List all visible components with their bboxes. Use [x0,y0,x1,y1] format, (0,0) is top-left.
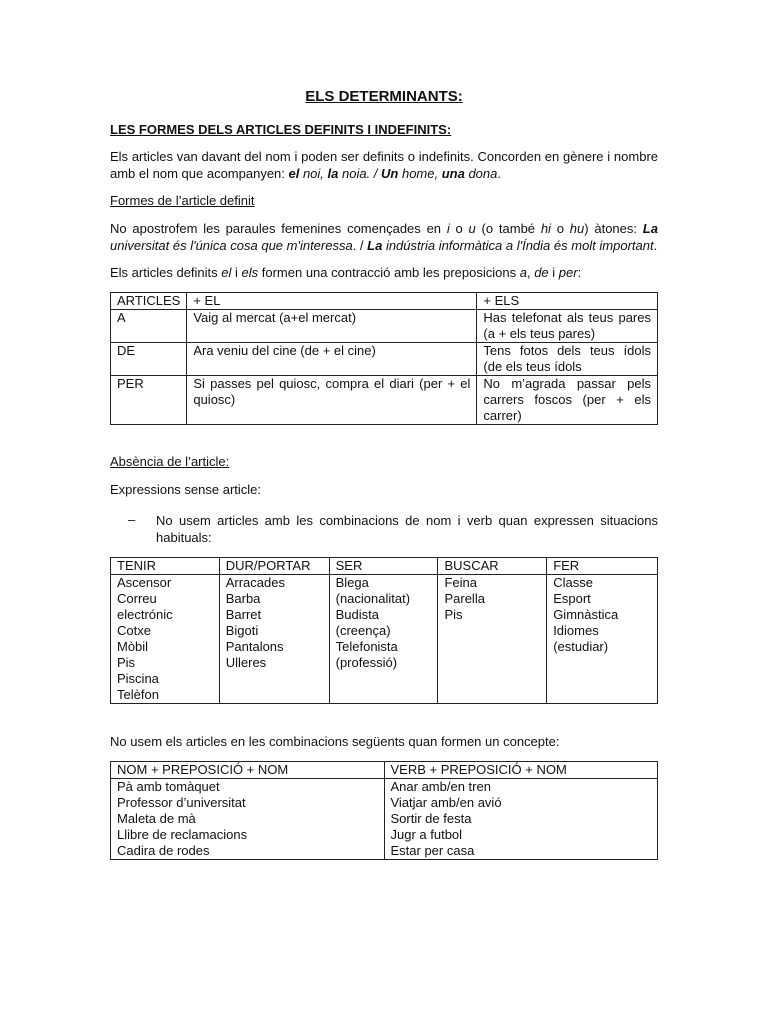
table-cell: Si passes pel quiosc, compra el diari (per + el quiosc) [187,376,477,425]
list-item: (estudiar) [553,639,609,654]
list-item: (professió) [335,655,398,670]
list-item: Blega [335,575,369,590]
table-cell: Ara veniu del cine (de + el cine) [187,343,477,376]
list-item: Idiomes [553,623,599,638]
list-item: Pis [117,655,136,670]
list-item: electrónic [117,607,173,622]
table-header-row [111,293,658,310]
list-item: Sortir de festa [390,811,472,826]
section-heading: LES FORMES DELS ARTICLES DEFINITS I INDEFINITS: [110,122,452,137]
list-item: Telèfon [117,687,159,702]
list-item: Ascensor [117,575,172,590]
table-cell: No m’agrada passar pels carrers foscos (per + els carrer) [477,376,658,425]
list-item: Telefonista [335,639,398,654]
table-header-cell: NOM + PREPOSICIÓ + NOM [111,762,385,779]
concept-table [110,761,658,860]
table-header-cell: + ELS [477,293,658,310]
list-item: Correu [117,591,157,606]
list-item: Esport [553,591,591,606]
list-item: Feina [444,575,477,590]
table-row [111,310,658,343]
list-item: Parella [444,591,485,606]
subheading-absence: Absència de l’article: [110,454,230,469]
list-item: Ulleres [225,655,267,670]
list-item: Gimnàstica [553,607,619,622]
subheading-definite-article: Formes de l’article definit [110,193,255,208]
list-item: Cadira de rodes [117,843,210,858]
table-row [111,343,658,376]
list-item: Barret [225,607,262,622]
table-header-cell: BUSCAR [438,558,547,575]
list-item: Jugr a futbol [390,827,463,842]
dash-bullet: – [128,512,136,527]
apostrophe-paragraph: No apostrofem les paraules femenines començades en i o u (o també hi o hu) àtones: La universitat és l'única cosa que m'interessa. / La indústria informàtica a l'Índia és molt important. [110,221,658,253]
list-item: Viatjar amb/en avió [390,795,502,810]
list-item: Pantalons [225,639,284,654]
table-cell [219,575,329,704]
contraction-paragraph: Els articles definits el i els formen una contracció amb les preposicions a, de i per: [110,265,582,280]
list-item: Maleta de mà [117,811,196,826]
table-cell [384,779,658,860]
table-row [111,779,658,860]
list-item: (nacionalitat) [335,591,411,606]
list-item: Professor d’universitat [117,795,246,810]
habitual-situations-table [110,557,658,704]
table-header-cell: VERB + PREPOSICIÓ + NOM [384,762,658,779]
table-cell: A [111,310,187,343]
page-title: ELS DETERMINANTS: [305,88,463,105]
table-cell [547,575,658,704]
table-header-cell: FER [547,558,658,575]
table-cell: Tens fotos dels teus ídols (de els teus ídols [477,343,658,376]
table-header-cell: + EL [187,293,477,310]
table-cell [329,575,438,704]
list-item: Pis [444,607,463,622]
list-item: Cotxe [117,623,151,638]
contractions-table [110,292,658,425]
table-cell: Vaig al mercat (a+el mercat) [187,310,477,343]
expressions-label: Expressions sense article: [110,482,262,497]
list-item: Budista [335,607,379,622]
table-cell: PER [111,376,187,425]
table-row [111,575,658,704]
table-cell: DE [111,343,187,376]
table-header-cell: TENIR [111,558,220,575]
list-item: Bigoti [225,623,259,638]
list-item: Llibre de reclamacions [117,827,248,842]
table-cell: Has telefonat als teus pares (a + els teus pares) [477,310,658,343]
list-item: Classe [553,575,593,590]
list-item: Mòbil [117,639,149,654]
list-item: Anar amb/en tren [390,779,491,794]
table-header-cell: DUR/PORTAR [219,558,329,575]
list-item: Barba [225,591,261,606]
table-header-cell: SER [329,558,438,575]
list-item: (creença) [335,623,391,638]
table-cell [438,575,547,704]
bullet-text: No usem articles amb les combinacions de nom i verb quan expressen situacions habituals: [156,513,658,545]
intro-paragraph: Els articles van davant del nom i poden ser definits o indefinits. Concorden en gènere i nombre amb el nom que acompanyen: el noi, la noia. / Un home, una dona. [110,149,658,181]
list-item: Piscina [117,671,159,686]
table-header-row [111,762,658,779]
list-item: Pà amb tomàquet [117,779,220,794]
table-row [111,376,658,425]
table-header-row [111,558,658,575]
list-item: Estar per casa [390,843,475,858]
list-item: Arracades [225,575,285,590]
table-header-cell: ARTICLES [111,293,187,310]
table-cell [111,575,220,704]
table-cell [111,779,385,860]
concept-paragraph: No usem els articles en les combinacions següents quan formen un concepte: [110,734,560,749]
